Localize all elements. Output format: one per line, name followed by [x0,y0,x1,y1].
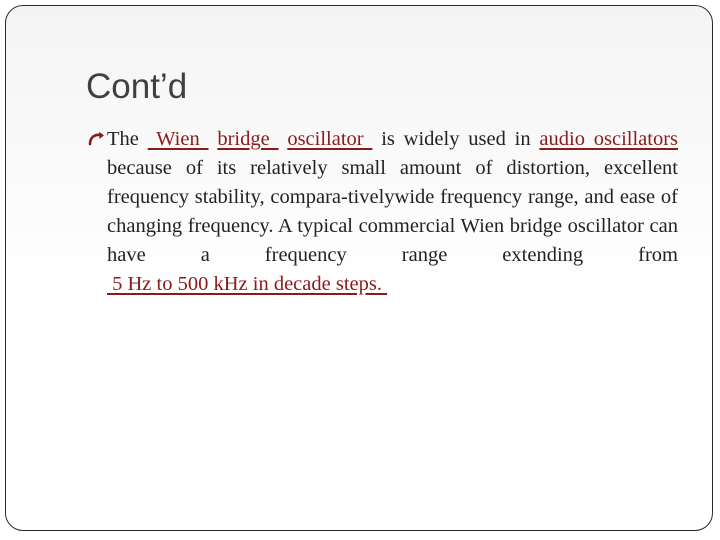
text-segment [209,128,218,150]
text-segment: The [107,128,148,150]
link-frequency-range[interactable]: 5 Hz to 500 kHz in decade steps. [107,273,388,295]
text-segment: because of its relatively small amount of distortion, excellent frequency stability, compara-tivelywide frequency range, and ease of changing frequency. A typical commercial Wien bridge oscillator can have a frequency range extending from [107,157,678,266]
link-audio-oscillators[interactable]: audio oscillators [539,128,679,150]
bullet-item [88,125,678,299]
slide-title: Cont’d [86,67,188,106]
curved-arrow-bullet-icon [88,131,106,147]
link-bridge[interactable]: bridge [217,128,279,150]
link-oscillator[interactable]: oscillator [287,128,373,150]
link-wien[interactable]: Wien [147,128,209,150]
bullet-paragraph [107,125,678,299]
text-segment [279,128,288,150]
slide [5,5,713,531]
text-segment: is widely used in [372,128,540,150]
